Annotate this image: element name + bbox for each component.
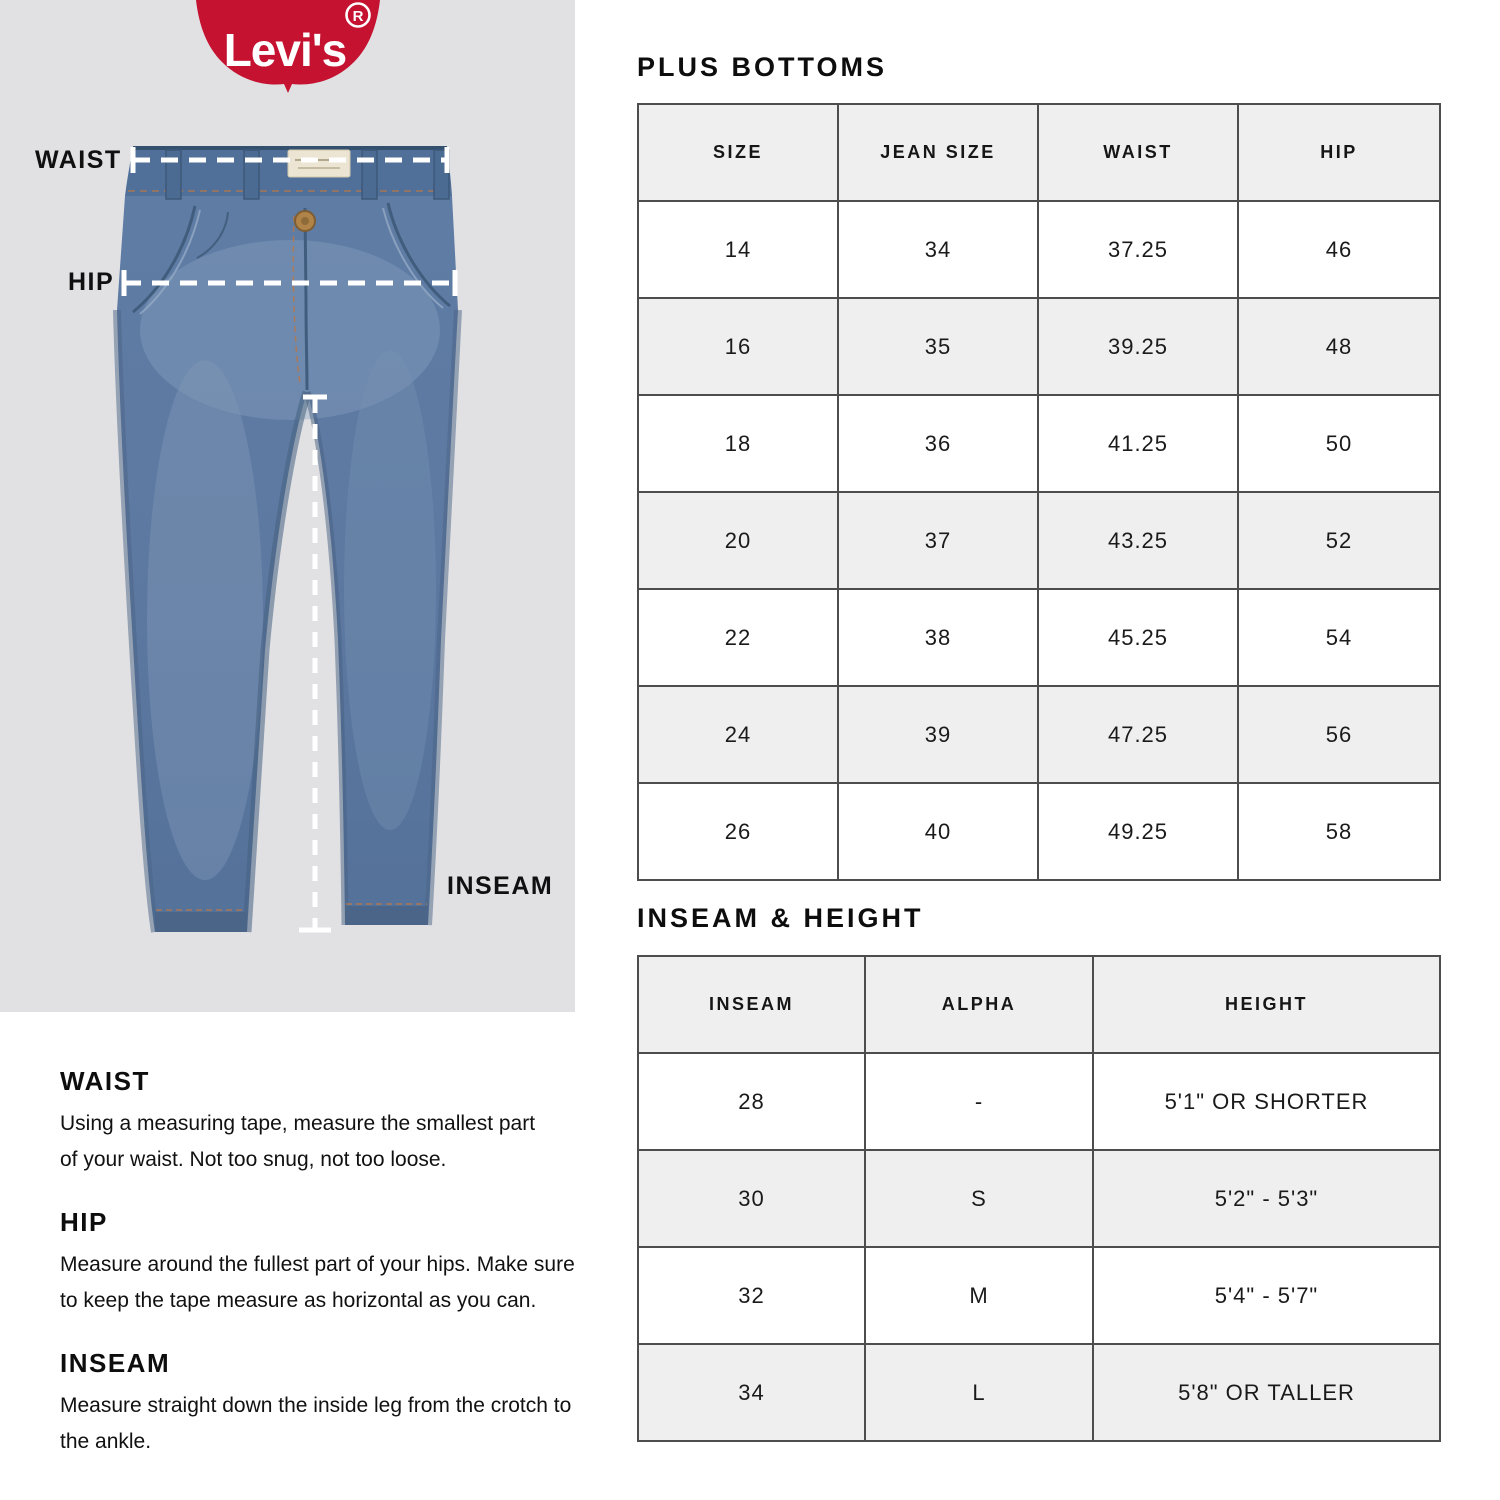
guide-section-inseam — [60, 1348, 620, 1460]
cell-height: 5'4" - 5'7" — [1093, 1247, 1440, 1344]
cell-hip: 46 — [1238, 201, 1440, 298]
column-header-height: HEIGHT — [1093, 956, 1440, 1053]
table-row — [638, 298, 1440, 395]
belt-loop — [166, 150, 181, 199]
guide-text-line: of your waist. Not too snug, not too loose. — [60, 1148, 447, 1171]
table-header-row — [638, 956, 1440, 1053]
guide-heading-waist: WAIST — [60, 1066, 150, 1096]
table-row — [638, 395, 1440, 492]
cell-alpha: - — [865, 1053, 1093, 1150]
left-hem — [155, 912, 247, 932]
cell-hip: 52 — [1238, 492, 1440, 589]
column-header-alpha: ALPHA — [865, 956, 1093, 1053]
cell-jean-size: 34 — [838, 201, 1038, 298]
plus-bottoms-table — [637, 103, 1441, 881]
cell-size: 26 — [638, 783, 838, 880]
levis-wordmark: Levi's — [223, 24, 347, 76]
cell-hip: 58 — [1238, 783, 1440, 880]
cell-inseam: 28 — [638, 1053, 865, 1150]
guide-text-line: the ankle. — [60, 1430, 152, 1453]
cell-waist: 49.25 — [1038, 783, 1238, 880]
cell-size: 22 — [638, 589, 838, 686]
column-header-hip: HIP — [1238, 104, 1440, 201]
cell-jean-size: 39 — [838, 686, 1038, 783]
waist-diagram-label: WAIST — [35, 146, 122, 174]
table-row — [638, 1150, 1440, 1247]
guide-heading-inseam: INSEAM — [60, 1348, 171, 1378]
guide-text-line: Measure around the fullest part of your hips. Make sure — [60, 1253, 575, 1276]
table-row — [638, 686, 1440, 783]
hip-diagram-label: HIP — [68, 268, 115, 296]
table-row — [638, 1053, 1440, 1150]
column-header-jean-size: JEAN SIZE — [838, 104, 1038, 201]
cell-hip: 54 — [1238, 589, 1440, 686]
column-header-size: SIZE — [638, 104, 838, 201]
cell-hip: 56 — [1238, 686, 1440, 783]
registered-mark-icon: R — [352, 8, 364, 25]
cell-waist: 39.25 — [1038, 298, 1238, 395]
column-header-inseam: INSEAM — [638, 956, 865, 1053]
table-header-row — [638, 104, 1440, 201]
belt-loop — [244, 150, 259, 199]
guide-text-line: Measure straight down the inside leg from the crotch to — [60, 1394, 572, 1417]
cell-hip: 50 — [1238, 395, 1440, 492]
cell-size: 24 — [638, 686, 838, 783]
cell-height: 5'8" OR TALLER — [1093, 1344, 1440, 1441]
guide-section-waist — [60, 1066, 620, 1178]
inseam-height-title: INSEAM & HEIGHT — [637, 903, 924, 933]
column-header-waist: WAIST — [1038, 104, 1238, 201]
cell-inseam: 34 — [638, 1344, 865, 1441]
guide-section-hip — [60, 1207, 620, 1319]
belt-loop — [362, 150, 377, 199]
cell-waist: 41.25 — [1038, 395, 1238, 492]
wash-highlight-right-leg — [344, 350, 436, 830]
cell-inseam: 32 — [638, 1247, 865, 1344]
back-patch-label — [288, 150, 350, 177]
cell-hip: 48 — [1238, 298, 1440, 395]
cell-height: 5'1" OR SHORTER — [1093, 1053, 1440, 1150]
waist-button-center — [301, 217, 309, 225]
wash-highlight-left-leg — [147, 360, 263, 880]
cell-jean-size: 36 — [838, 395, 1038, 492]
guide-text-line: to keep the tape measure as horizontal as you can. — [60, 1289, 537, 1312]
cell-waist: 43.25 — [1038, 492, 1238, 589]
cell-size: 18 — [638, 395, 838, 492]
cell-alpha: L — [865, 1344, 1093, 1441]
table-row — [638, 201, 1440, 298]
cell-waist: 45.25 — [1038, 589, 1238, 686]
table-row — [638, 589, 1440, 686]
cell-height: 5'2" - 5'3" — [1093, 1150, 1440, 1247]
guide-text-line: Using a measuring tape, measure the smallest part — [60, 1112, 536, 1135]
guide-heading-hip: HIP — [60, 1207, 108, 1237]
cell-inseam: 30 — [638, 1150, 865, 1247]
cell-jean-size: 35 — [838, 298, 1038, 395]
inseam-height-table — [637, 955, 1441, 1442]
cell-jean-size: 40 — [838, 783, 1038, 880]
photo-panel — [0, 0, 575, 1012]
cell-size: 16 — [638, 298, 838, 395]
levis-logo — [188, 0, 388, 98]
inseam-diagram-label: INSEAM — [447, 872, 554, 900]
cell-jean-size: 38 — [838, 589, 1038, 686]
cell-size: 20 — [638, 492, 838, 589]
cell-waist: 37.25 — [1038, 201, 1238, 298]
plus-bottoms-title: PLUS BOTTOMS — [637, 52, 888, 82]
cell-alpha: S — [865, 1150, 1093, 1247]
right-hem — [345, 906, 428, 925]
table-row — [638, 1247, 1440, 1344]
table-row — [638, 1344, 1440, 1441]
cell-size: 14 — [638, 201, 838, 298]
fly-seam — [305, 208, 307, 390]
cell-alpha: M — [865, 1247, 1093, 1344]
cell-jean-size: 37 — [838, 492, 1038, 589]
table-row — [638, 783, 1440, 880]
measurement-guide — [60, 1066, 620, 1489]
cell-waist: 47.25 — [1038, 686, 1238, 783]
table-row — [638, 492, 1440, 589]
